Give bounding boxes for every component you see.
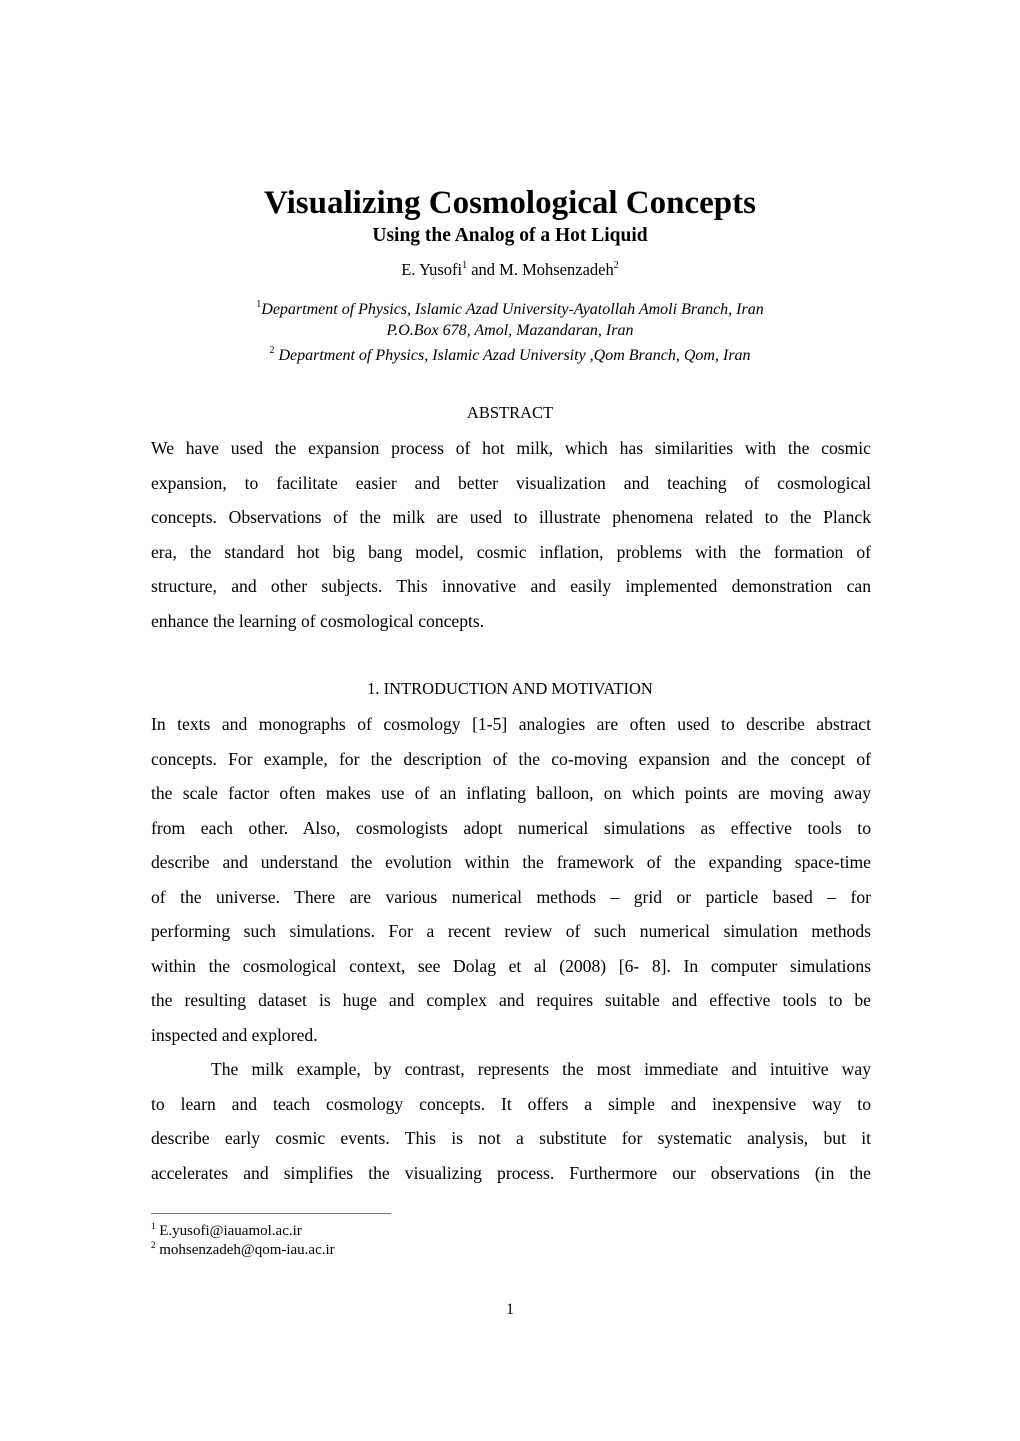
section-heading: 1. INTRODUCTION AND MOTIVATION <box>367 679 653 698</box>
author-list <box>0 259 1020 281</box>
text-line: concepts. For example, for the description of the co-moving expansion and the concept of <box>151 748 871 769</box>
author-name: M. Mohsenzadeh <box>499 260 614 279</box>
text-line: accelerates and simplifies the visualizing process. Furthermore our observations (in the <box>151 1162 871 1183</box>
text-line: describe early cosmic events. This is not a substitute for systematic analysis, but it <box>151 1128 871 1148</box>
paper-title: Visualizing Cosmological Concepts <box>264 185 756 221</box>
affiliation-text: Department of Physics, Islamic Azad University ,Qom Branch, Qom, Iran <box>278 347 751 364</box>
text-line: performing such simulations. For a recent review of such numerical simulation methods <box>151 921 871 941</box>
text-line: of the universe. There are various numerical methods – grid or particle based – for <box>151 886 871 907</box>
footnote-email[interactable]: E.yusofi@iauamol.ac.ir <box>159 1223 302 1239</box>
section-body <box>151 707 871 1190</box>
abstract-heading: ABSTRACT <box>466 403 554 422</box>
text-line: the scale factor often makes use of an inflating balloon, on which points are moving away <box>151 783 871 803</box>
footnote-2 <box>151 1241 335 1260</box>
affiliation-mark: 1 <box>256 299 262 310</box>
text-line: to learn and teach cosmology concepts. It offers a simple and inexpensive way to <box>151 1093 871 1114</box>
text-line: In texts and monographs of cosmology [1-5] analogies are often used to describe abstract <box>151 714 871 734</box>
footnote-divider <box>151 1213 391 1214</box>
author-name: E. Yusofi <box>401 260 463 279</box>
footnote-mark: 1 <box>151 1221 156 1231</box>
text-line: the resulting dataset is huge and complex and requires suitable and effective tools to be <box>151 990 871 1010</box>
affiliation-text: Department of Physics, Islamic Azad University-Ayatollah Amoli Branch, Iran <box>261 301 764 318</box>
text-line: The milk example, by contrast, represents the most immediate and intuitive way <box>211 1059 871 1079</box>
paper-subtitle: Using the Analog of a Hot Liquid <box>372 225 648 246</box>
text-line: concepts. Observations of the milk are used to illustrate phenomena related to the Planck <box>151 507 871 527</box>
affiliation-2 <box>0 346 1020 366</box>
text-line: We have used the expansion process of hot milk, which has similarities with the cosmic <box>151 438 871 458</box>
footnote-1 <box>151 1222 302 1241</box>
text-line: structure, and other subjects. This innovative and easily implemented demonstration can <box>151 576 871 596</box>
author-mark: 2 <box>613 260 619 271</box>
text-line: within the cosmological context, see Dolag et al (2008) [6- 8]. In computer simulations <box>151 955 871 976</box>
abstract-body <box>151 431 871 638</box>
affiliation-1-address: P.O.Box 678, Amol, Mazandaran, Iran <box>386 322 634 339</box>
text-line: describe and understand the evolution within the framework of the expanding space-time <box>151 852 871 872</box>
author-mark: 1 <box>462 260 468 271</box>
affiliation-1 <box>0 300 1020 320</box>
author-joiner: and <box>467 260 500 279</box>
text-line: expansion, to facilitate easier and better visualization and teaching of cosmological <box>151 472 871 493</box>
text-line: era, the standard hot big bang model, cosmic inflation, problems with the formation of <box>151 541 871 562</box>
affiliation-mark: 2 <box>269 345 275 356</box>
page-number: 1 <box>506 1301 514 1318</box>
text-line: from each other. Also, cosmologists adopt numerical simulations as effective tools to <box>151 817 871 838</box>
text-line: enhance the learning of cosmological concepts. <box>151 610 485 631</box>
footnote-mark: 2 <box>151 1240 156 1250</box>
text-line: inspected and explored. <box>151 1024 318 1045</box>
footnote-email[interactable]: mohsenzadeh@qom-iau.ac.ir <box>159 1242 335 1258</box>
